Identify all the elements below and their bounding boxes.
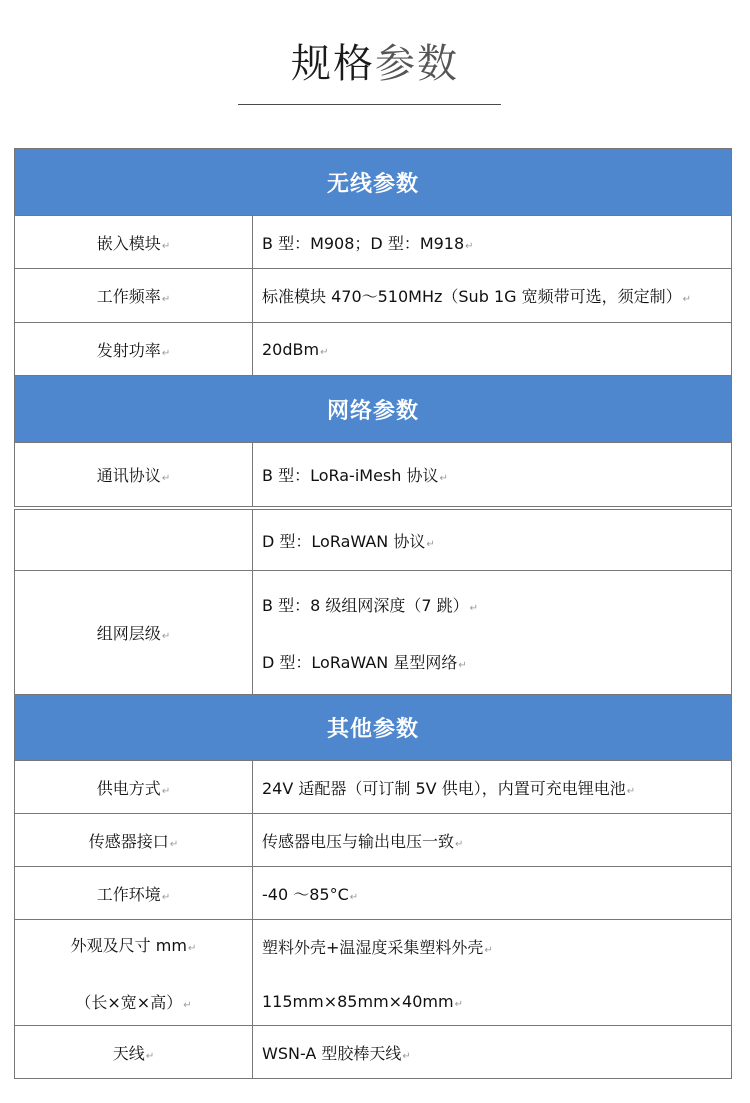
section-header-other: 其他参数 xyxy=(15,695,732,761)
paragraph-mark-icon: ↵ xyxy=(454,998,463,1010)
table-row xyxy=(15,571,732,695)
paragraph-mark-icon: ↵ xyxy=(426,538,435,550)
paragraph-mark-icon: ↵ xyxy=(161,294,171,305)
row-key: 嵌入模块↵ xyxy=(15,216,253,269)
paragraph-mark-icon: ↵ xyxy=(626,785,636,797)
row-value: B 型：LoRa-iMesh 协议↵ xyxy=(253,443,732,507)
paragraph-mark-icon: ↵ xyxy=(458,659,467,671)
paragraph-mark-icon: ↵ xyxy=(161,473,171,484)
table-row xyxy=(15,814,732,867)
paragraph-mark-icon: ↵ xyxy=(145,1050,155,1062)
table-row xyxy=(15,1026,732,1079)
paragraph-mark-icon: ↵ xyxy=(402,1050,411,1062)
row-key: 传感器接口↵ xyxy=(15,814,253,867)
spec-table-upper xyxy=(14,148,732,507)
page-title-part2: 参数 xyxy=(375,41,459,87)
row-key: 通讯协议↵ xyxy=(15,443,253,507)
paragraph-mark-icon: ↵ xyxy=(161,240,171,252)
row-key: 天线↵ xyxy=(15,1026,253,1079)
row-key: 组网层级↵ xyxy=(15,571,253,695)
paragraph-mark-icon: ↵ xyxy=(161,891,171,903)
row-value: 20dBm↵ xyxy=(253,323,732,376)
section-header-wireless: 无线参数 xyxy=(15,149,732,216)
paragraph-mark-icon: ↵ xyxy=(161,347,171,359)
section-header-row xyxy=(15,695,732,761)
paragraph-mark-icon: ↵ xyxy=(439,473,448,484)
table-row xyxy=(15,269,732,323)
row-value: B 型：M908；D 型：M918↵ xyxy=(253,216,732,269)
page-title xyxy=(0,36,750,92)
row-value: 塑料外壳+温湿度采集塑料外壳↵ 115mm×85mm×40mm↵ xyxy=(253,920,732,1026)
row-value: -40 ～85°C↵ xyxy=(253,867,732,920)
row-value: D 型：LoRaWAN 协议↵ xyxy=(253,510,732,571)
row-value: 标准模块 470～510MHz（Sub 1G 宽频带可选，须定制）↵ xyxy=(253,269,732,323)
section-header-network: 网络参数 xyxy=(15,376,732,443)
table-row xyxy=(15,761,732,814)
paragraph-mark-icon: ↵ xyxy=(169,838,179,850)
table-row xyxy=(15,216,732,269)
row-key: 工作环境↵ xyxy=(15,867,253,920)
table-row xyxy=(15,867,732,920)
table-row xyxy=(15,443,732,507)
paragraph-mark-icon: ↵ xyxy=(455,838,464,850)
paragraph-mark-icon: ↵ xyxy=(349,891,359,903)
paragraph-mark-icon: ↵ xyxy=(469,602,478,614)
paragraph-mark-icon: ↵ xyxy=(465,240,474,252)
row-value: WSN-A 型胶棒天线↵ xyxy=(253,1026,732,1079)
row-value: 24V 适配器（可订制 5V 供电），内置可充电锂电池↵ xyxy=(253,761,732,814)
paragraph-mark-icon: ↵ xyxy=(320,346,329,358)
title-underline xyxy=(238,104,501,105)
paragraph-mark-icon: ↵ xyxy=(484,944,493,956)
section-header-row xyxy=(15,149,732,216)
paragraph-mark-icon: ↵ xyxy=(187,942,197,954)
row-value: B 型：8 级组网深度（7 跳）↵ D 型：LoRaWAN 星型网络↵ xyxy=(253,571,732,695)
section-header-row xyxy=(15,376,732,443)
table-row xyxy=(15,920,732,1026)
row-key xyxy=(15,510,253,571)
table-row xyxy=(15,323,732,376)
row-key: 工作频率↵ xyxy=(15,269,253,323)
paragraph-mark-icon: ↵ xyxy=(161,631,171,642)
spec-table-lower xyxy=(14,509,732,1079)
row-key: 外观及尺寸 mm↵ （长×宽×高）↵ xyxy=(15,920,253,1026)
paragraph-mark-icon: ↵ xyxy=(682,294,691,305)
paragraph-mark-icon: ↵ xyxy=(161,785,171,797)
row-key: 供电方式↵ xyxy=(15,761,253,814)
row-key: 发射功率↵ xyxy=(15,323,253,376)
table-row xyxy=(15,510,732,571)
row-value: 传感器电压与输出电压一致↵ xyxy=(253,814,732,867)
page-title-part1: 规格 xyxy=(291,41,375,87)
paragraph-mark-icon: ↵ xyxy=(183,999,192,1011)
